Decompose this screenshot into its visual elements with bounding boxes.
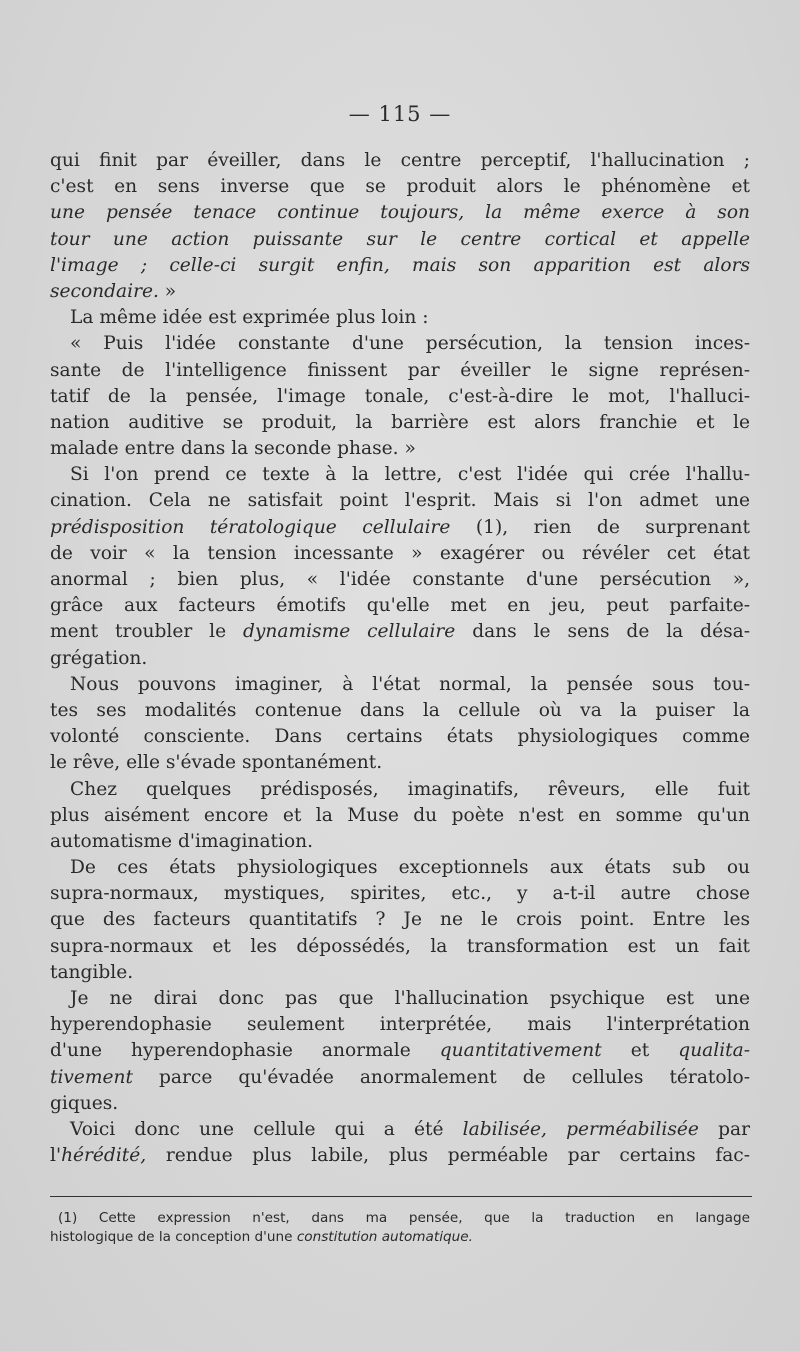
text-segment: tes ses modalités contenue dans la cellule où va la puiser la xyxy=(50,699,750,721)
text-line xyxy=(50,227,750,253)
text-segment: nation auditive se produit, la barrière est alors franchie et le xyxy=(50,411,750,433)
text-line xyxy=(50,698,750,724)
italic-text: une pensée tenace continue toujours, la même exerce à son xyxy=(50,202,750,224)
text-segment: (1) Cette expression n'est, dans ma pensée, que la traduction en langage xyxy=(58,1210,750,1226)
text-line xyxy=(50,1091,750,1117)
text-segment: volonté consciente. Dans certains états physiologiques comme xyxy=(50,726,750,748)
text-line xyxy=(50,619,750,645)
text-segment: » xyxy=(158,280,177,302)
footnote-rule xyxy=(50,1196,752,1197)
text-segment: grégation. xyxy=(50,647,148,669)
text-line xyxy=(50,934,750,960)
footnote-line xyxy=(50,1228,750,1247)
italic-text: qualita- xyxy=(678,1040,750,1062)
text-segment: ment troubler le xyxy=(50,621,244,643)
text-line xyxy=(50,279,750,305)
text-line xyxy=(50,541,750,567)
text-segment: Chez quelques prédisposés, imaginatifs, rêveurs, elle fuit xyxy=(70,778,750,800)
text-segment: grâce aux facteurs émotifs qu'elle met en jeu, peut parfaite- xyxy=(50,595,750,617)
text-line xyxy=(50,829,750,855)
text-line xyxy=(50,567,750,593)
text-line xyxy=(50,358,750,384)
italic-text: l'image ; celle-ci surgit enfin, mais son apparition est alors xyxy=(50,254,750,276)
text-line xyxy=(50,436,750,462)
text-segment: giques. xyxy=(50,1092,119,1114)
text-segment: supra-normaux, mystiques, spirites, etc., y a-t-il autre chose xyxy=(50,883,750,905)
text-line xyxy=(50,305,750,331)
text-segment: malade entre dans la seconde phase. » xyxy=(50,438,416,460)
text-line xyxy=(50,960,750,986)
text-segment: De ces états physiologiques exceptionnels aux états sub ou xyxy=(70,857,750,879)
text-segment: supra-normaux et les dépossédés, la transformation est un fait xyxy=(50,935,750,957)
text-segment: anormal ; bien plus, « l'idée constante d'une persécution », xyxy=(50,569,750,590)
text-segment: c'est en sens inverse que se produit alors le phénomène et xyxy=(50,176,750,198)
text-segment: tatif de la pensée, l'image tonale, c'est-à-dire le mot, l'halluci- xyxy=(50,385,750,407)
text-segment: Si l'on prend ce texte à la lettre, c'est l'idée qui crée l'hallu- xyxy=(70,464,750,486)
text-line xyxy=(50,200,750,226)
text-segment: histologique de la conception d'une xyxy=(50,1229,297,1245)
text-segment: Je ne dirai donc pas que l'hallucination psychique est une xyxy=(70,988,750,1009)
text-line xyxy=(50,462,750,488)
text-line xyxy=(50,174,750,200)
italic-text: constitution automatique. xyxy=(296,1229,473,1245)
italic-text: tivement xyxy=(50,1066,134,1088)
text-line xyxy=(50,1065,750,1091)
text-segment: plus aisément encore et la Muse du poète n'est en somme qu'un xyxy=(50,804,750,826)
text-segment: (1), rien de surprenant xyxy=(450,516,751,538)
text-line xyxy=(50,881,750,907)
text-segment: par xyxy=(698,1118,750,1140)
text-line xyxy=(50,750,750,776)
text-line xyxy=(50,593,750,619)
text-segment: l' xyxy=(50,1145,62,1167)
text-segment: Nous pouvons imaginer, à l'état normal, la pensée sous tou- xyxy=(70,673,750,695)
text-segment: dans le sens de la désa- xyxy=(455,621,750,643)
text-line xyxy=(50,515,750,541)
footnote-line xyxy=(50,1209,750,1228)
text-line xyxy=(50,907,750,933)
text-line xyxy=(50,331,750,357)
text-line xyxy=(50,148,750,174)
text-line xyxy=(50,384,750,410)
italic-text: labilisée, perméabilisée xyxy=(462,1118,699,1140)
text-line xyxy=(50,488,750,514)
text-segment: d'une hyperendophasie anormale xyxy=(50,1040,440,1062)
text-segment: cination. Cela ne satisfait point l'esprit. Mais si l'on admet une xyxy=(50,490,750,512)
text-segment: parce qu'évadée anormalement de cellules tératolo- xyxy=(133,1066,750,1088)
text-segment: qui finit par éveiller, dans le centre perceptif, l'hallucination ; xyxy=(50,150,750,171)
text-line xyxy=(50,1117,750,1143)
italic-text: prédisposition tératologique cellulaire xyxy=(50,516,451,538)
body-text xyxy=(50,148,750,1169)
text-segment: et xyxy=(601,1040,679,1062)
text-line xyxy=(50,1143,750,1169)
italic-text: secondaire. xyxy=(50,280,159,302)
text-segment: Voici donc une cellule qui a été xyxy=(70,1118,463,1140)
text-line xyxy=(50,253,750,279)
text-line xyxy=(50,777,750,803)
text-segment: rendue plus labile, plus perméable par certains fac- xyxy=(146,1145,750,1167)
text-segment: hyperendophasie seulement interprétée, mais l'interprétation xyxy=(50,1014,750,1036)
text-segment: sante de l'intelligence finissent par éveiller le signe représen- xyxy=(50,359,750,381)
italic-text: dynamisme cellulaire xyxy=(243,621,456,643)
italic-text: hérédité, xyxy=(61,1145,147,1167)
page-number: — 115 — xyxy=(348,102,452,126)
text-line xyxy=(50,1038,750,1064)
text-segment: La même idée est exprimée plus loin : xyxy=(70,307,429,329)
text-line xyxy=(50,724,750,750)
text-line xyxy=(50,803,750,829)
text-line xyxy=(50,855,750,881)
text-line xyxy=(50,986,750,1012)
text-segment: tangible. xyxy=(50,961,134,983)
italic-text: quantitativement xyxy=(439,1040,602,1062)
text-segment: que des facteurs quantitatifs ? Je ne le crois point. Entre les xyxy=(50,909,750,931)
text-line xyxy=(50,646,750,672)
italic-text: tour une action puissante sur le centre cortical et appelle xyxy=(50,228,750,250)
text-segment: de voir « la tension incessante » exagérer ou révéler cet état xyxy=(50,542,750,564)
text-line xyxy=(50,1012,750,1038)
text-line xyxy=(50,672,750,698)
footnote xyxy=(50,1209,750,1247)
text-line xyxy=(50,410,750,436)
text-segment: « Puis l'idée constante d'une persécution, la tension inces- xyxy=(70,333,750,355)
text-segment: le rêve, elle s'évade spontanément. xyxy=(50,752,383,774)
text-segment: automatisme d'imagination. xyxy=(50,830,314,852)
